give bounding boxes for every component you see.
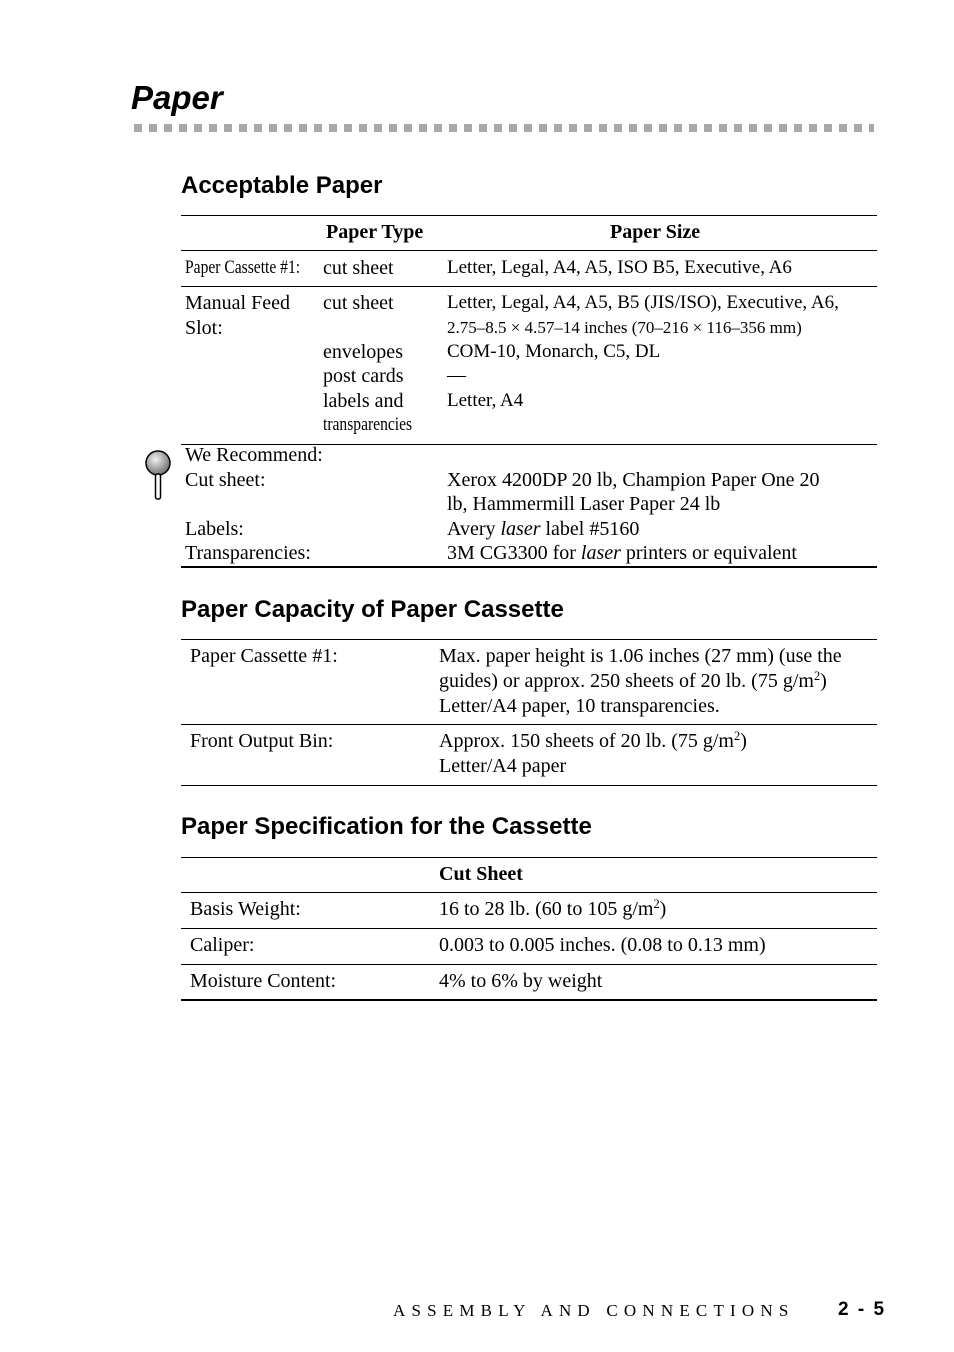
footer-section-name: ASSEMBLY AND CONNECTIONS [393, 1301, 795, 1320]
spec-heading: Paper Specification for the Cassette [181, 813, 592, 840]
spec-row-rule [181, 928, 877, 929]
col-header-paper-type: Paper Type [326, 221, 424, 243]
row-label-manual-feed-slot: Slot: [185, 317, 223, 339]
manual-type-transparencies: transparencies [323, 414, 413, 435]
recommend-cut-value-line2: lb, Hammermill Laser Paper 24 lb [447, 493, 721, 515]
recommend-labels-label: Labels: [185, 518, 244, 540]
spec-bottom-rule [181, 999, 877, 1001]
capacity-top-rule [181, 639, 877, 640]
recommend-cut-value-line1: Xerox 4200DP 20 lb, Champion Paper One 20 [447, 469, 820, 491]
capacity-row-rule [181, 724, 877, 725]
capacity-bin-line2: Letter/A4 paper [439, 755, 567, 777]
spec-row-value: 16 to 28 lb. (60 to 105 $g/m^2$) [439, 897, 667, 920]
manual-size-labels: Letter, A4 [447, 390, 524, 411]
row-label-manual-feed: Manual Feed [185, 292, 290, 314]
recommend-transparencies-label: Transparencies: [185, 542, 311, 564]
capacity-cassette-label: Paper Cassette #1: [190, 645, 338, 667]
manual-size-envelopes: COM-10, Monarch, C5, DL [447, 341, 661, 362]
manual-type-post-cards: post cards [323, 365, 404, 387]
spec-row-label: Caliper: [190, 934, 255, 956]
table-header-rule [181, 250, 877, 251]
capacity-heading: Paper Capacity of Paper Cassette [181, 596, 564, 623]
pushpin-icon [142, 449, 176, 501]
spec-row-rule [181, 964, 877, 965]
capacity-bottom-rule [181, 785, 877, 786]
recommend-transparencies-value: 3M CG3300 for laser printers or equivalent [447, 542, 797, 564]
capacity-bin-label: Front Output Bin: [190, 730, 334, 752]
manual-size-post-cards: — [447, 365, 466, 386]
capacity-bin-line1: Approx. 150 sheets of 20 lb. (75 $g/m^2$) [439, 729, 747, 752]
table-top-rule [181, 215, 877, 216]
row-label-cassette: Paper Cassette #1: [185, 257, 301, 278]
capacity-cassette-line2: guides) or approx. 250 sheets of 20 lb. (75 $g/m^2$) [439, 669, 827, 692]
spec-top-rule [181, 857, 877, 858]
capacity-cassette-line1: Max. paper height is 1.06 inches (27 mm) (use the [439, 645, 842, 667]
footer-page-number: 2 - 5 [838, 1299, 887, 1320]
chapter-title: Paper [131, 79, 223, 116]
acceptable-paper-heading: Acceptable Paper [181, 172, 383, 199]
capacity-cassette-line3: Letter/A4 paper, 10 transparencies. [439, 695, 720, 717]
recommend-cut-label: Cut sheet: [185, 469, 266, 491]
spec-row-label: Moisture Content: [190, 970, 337, 992]
manual-type-labels: labels and [323, 390, 404, 412]
spec-row-value: 4% to 6% by weight [439, 970, 603, 992]
manual-type-cut-sheet: cut sheet [323, 292, 394, 314]
spec-header-rule [181, 892, 877, 893]
recommend-labels-value: Avery laser label #5160 [447, 518, 640, 540]
cassette-size: Letter, Legal, A4, A5, ISO B5, Executive, A6 [447, 257, 792, 278]
spec-row-label: Basis Weight: [190, 898, 301, 920]
col-header-paper-size: Paper Size [610, 221, 701, 243]
manual-type-envelopes: envelopes [323, 341, 403, 363]
title-dotted-rule [134, 124, 874, 132]
manual-size-cut-sheet-line2: 2.75–8.5 × 4.57–14 inches (70–216 × 116–356 mm) [447, 318, 802, 337]
spec-col-header: Cut Sheet [439, 863, 523, 885]
cassette-type: cut sheet [323, 257, 394, 279]
recommend-heading: We Recommend: [185, 444, 323, 466]
row-rule [181, 286, 877, 287]
spec-row-value: 0.003 to 0.005 inches. (0.08 to 0.13 mm) [439, 934, 766, 956]
manual-size-cut-sheet-line1: Letter, Legal, A4, A5, B5 (JIS/ISO), Executive, A6, [447, 292, 839, 313]
table-bottom-rule [181, 566, 877, 568]
